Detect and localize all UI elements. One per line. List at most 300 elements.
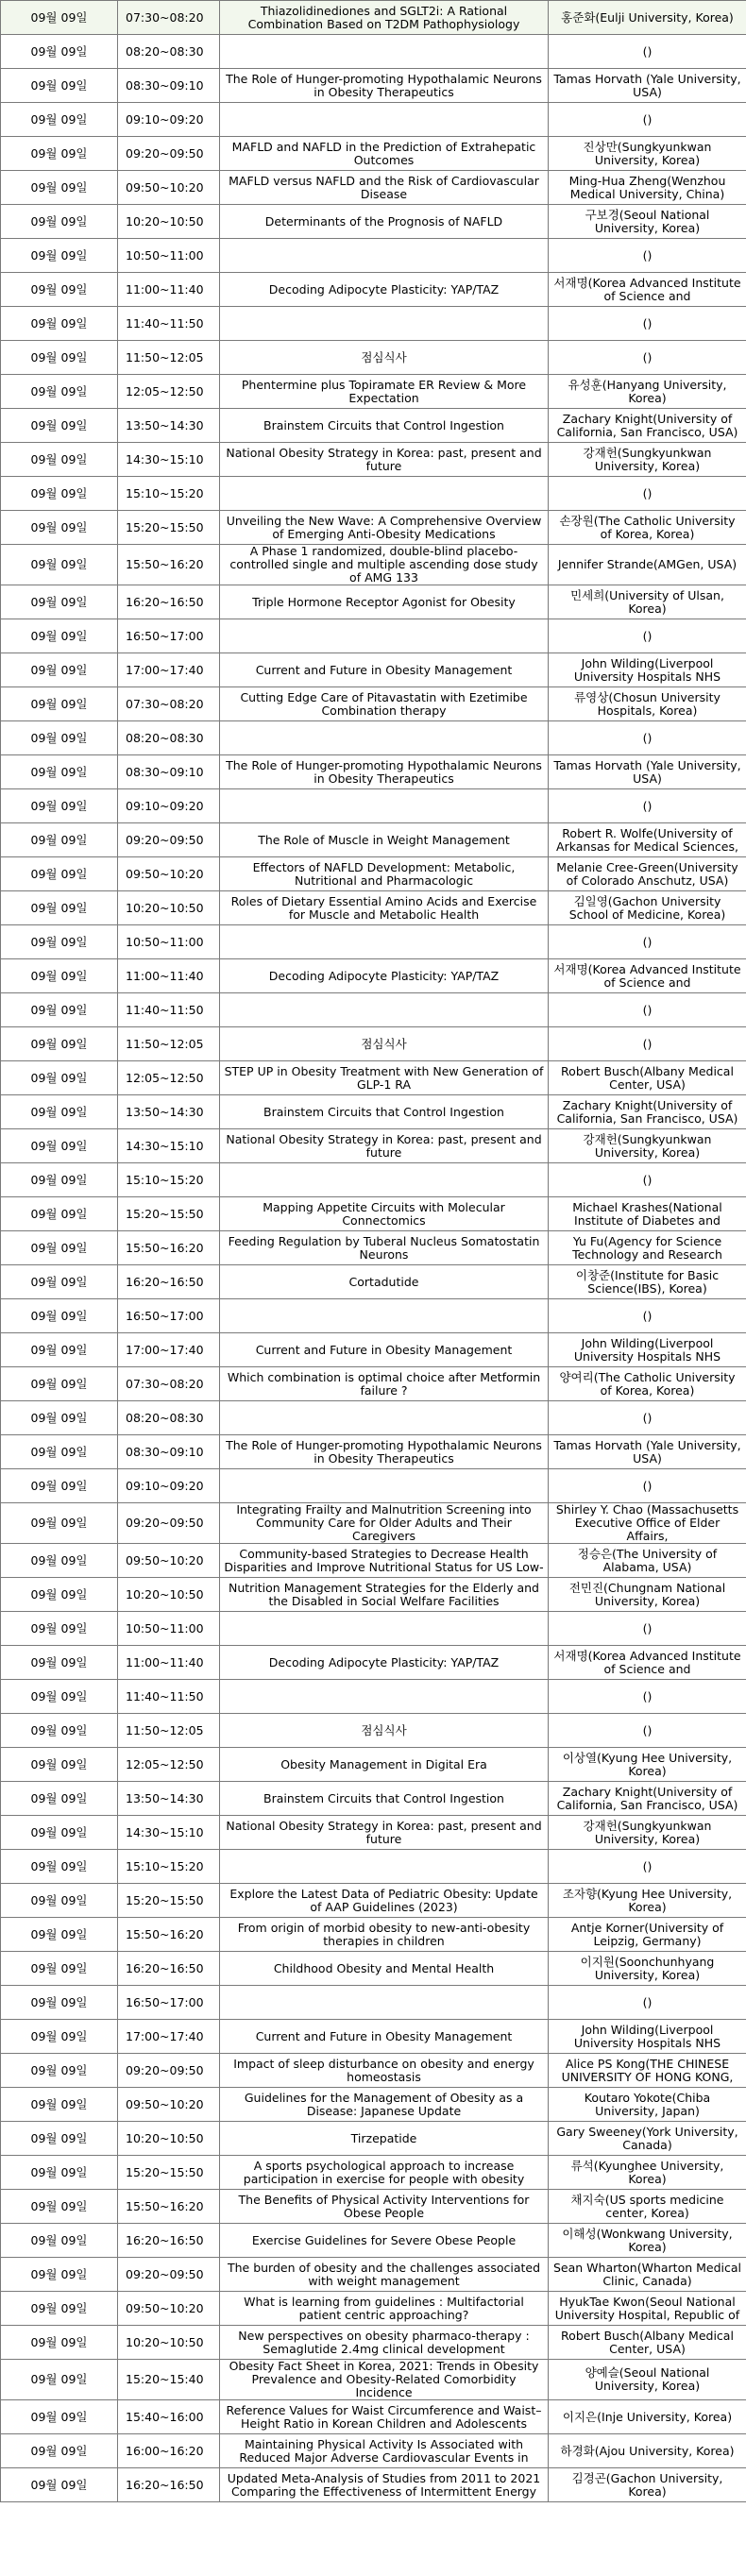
date-cell: 09월 09일: [1, 477, 118, 511]
title-cell: Nutrition Management Strategies for the Elderly and the Disabled in Social Welfare Facilities: [220, 1578, 549, 1612]
time-cell: 09:10~09:20: [118, 103, 220, 137]
time-cell: 13:50~14:30: [118, 1095, 220, 1129]
speaker-cell: (): [549, 103, 746, 137]
time-cell: 15:50~16:20: [118, 1231, 220, 1265]
title-cell: Roles of Dietary Essential Amino Acids and Exercise for Muscle and Metabolic Health: [220, 891, 549, 925]
title-cell: [220, 103, 549, 137]
title-cell: Obesity Management in Digital Era: [220, 1748, 549, 1782]
speaker-cell: (): [549, 1163, 746, 1197]
speaker-cell: (): [549, 993, 746, 1027]
title-cell: [220, 1680, 549, 1714]
date-cell: 09월 09일: [1, 2326, 118, 2360]
date-cell: 09월 09일: [1, 1850, 118, 1884]
title-cell: A sports psychological approach to increase participation in exercise for people with obesity: [220, 2156, 549, 2190]
table-row: [1, 69, 746, 103]
speaker-cell: 이지은(Inje University, Korea): [549, 2400, 746, 2434]
title-cell: Unveiling the New Wave: A Comprehensive Overview of Emerging Anti-Obesity Medications: [220, 511, 549, 545]
time-cell: 13:50~14:30: [118, 409, 220, 443]
table-row: [1, 1435, 746, 1469]
title-cell: Brainstem Circuits that Control Ingestion: [220, 1095, 549, 1129]
date-cell: 09월 09일: [1, 341, 118, 375]
speaker-cell: 이해성(Wonkwang University, Korea): [549, 2224, 746, 2258]
speaker-cell: (): [549, 35, 746, 69]
title-cell: Current and Future in Obesity Management: [220, 653, 549, 687]
title-cell: The Role of Hunger-promoting Hypothalamic Neurons in Obesity Therapeutics: [220, 69, 549, 103]
date-cell: 09월 09일: [1, 103, 118, 137]
table-row: [1, 35, 746, 69]
speaker-cell: 서재명(Korea Advanced Institute of Science and: [549, 959, 746, 993]
date-cell: 09월 09일: [1, 891, 118, 925]
table-row: [1, 1612, 746, 1646]
table-row: [1, 1401, 746, 1435]
table-row: [1, 585, 746, 619]
table-row: [1, 1231, 746, 1265]
title-cell: What is learning from guidelines : Multifactorial patient centric approaching?: [220, 2292, 549, 2326]
date-cell: 09월 09일: [1, 2292, 118, 2326]
table-row: [1, 409, 746, 443]
table-row: [1, 1952, 746, 1986]
time-cell: 11:00~11:40: [118, 959, 220, 993]
time-cell: 11:00~11:40: [118, 273, 220, 307]
title-cell: [220, 239, 549, 273]
table-row: [1, 2400, 746, 2434]
title-cell: National Obesity Strategy in Korea: past, present and future: [220, 443, 549, 477]
speaker-cell: 이상열(Kyung Hee University, Korea): [549, 1748, 746, 1782]
time-cell: 12:05~12:50: [118, 1061, 220, 1095]
speaker-cell: (): [549, 1401, 746, 1435]
date-cell: 09월 09일: [1, 1231, 118, 1265]
date-cell: 09월 09일: [1, 1680, 118, 1714]
table-row: [1, 443, 746, 477]
time-cell: 12:05~12:50: [118, 375, 220, 409]
table-row: [1, 545, 746, 585]
date-cell: 09월 09일: [1, 755, 118, 789]
title-cell: [220, 477, 549, 511]
speaker-cell: Tamas Horvath (Yale University, USA): [549, 755, 746, 789]
title-cell: Guidelines for the Management of Obesity as a Disease: Japanese Update: [220, 2088, 549, 2122]
time-cell: 09:20~09:50: [118, 823, 220, 857]
title-cell: [220, 1401, 549, 1435]
speaker-cell: Robert Busch(Albany Medical Center, USA): [549, 2326, 746, 2360]
table-row: [1, 2434, 746, 2468]
table-row: [1, 477, 746, 511]
date-cell: 09월 09일: [1, 2400, 118, 2434]
time-cell: 10:50~11:00: [118, 1612, 220, 1646]
time-cell: 08:20~08:30: [118, 1401, 220, 1435]
date-cell: 09월 09일: [1, 1918, 118, 1952]
table-row: [1, 1, 746, 35]
table-row: [1, 375, 746, 409]
title-cell: MAFLD and NAFLD in the Prediction of Extrahepatic Outcomes: [220, 137, 549, 171]
speaker-cell: John Wilding(Liverpool University Hospitals NHS: [549, 2020, 746, 2054]
date-cell: 09월 09일: [1, 2190, 118, 2224]
speaker-cell: (): [549, 1299, 746, 1333]
time-cell: 15:20~15:50: [118, 1884, 220, 1918]
time-cell: 09:50~10:20: [118, 1544, 220, 1578]
table-row: [1, 1333, 746, 1367]
date-cell: 09월 09일: [1, 2360, 118, 2400]
date-cell: 09월 09일: [1, 307, 118, 341]
table-row: [1, 1782, 746, 1816]
date-cell: 09월 09일: [1, 1714, 118, 1748]
title-cell: Brainstem Circuits that Control Ingestion: [220, 1782, 549, 1816]
time-cell: 15:20~15:40: [118, 2360, 220, 2400]
title-cell: Maintaining Physical Activity Is Associated with Reduced Major Adverse Cardiovascular Events in: [220, 2434, 549, 2468]
title-cell: 점심식사: [220, 1027, 549, 1061]
speaker-cell: 민세희(University of Ulsan, Korea): [549, 585, 746, 619]
date-cell: 09월 09일: [1, 205, 118, 239]
date-cell: 09월 09일: [1, 239, 118, 273]
date-cell: 09월 09일: [1, 1367, 118, 1401]
speaker-cell: (): [549, 1612, 746, 1646]
speaker-cell: (): [549, 1850, 746, 1884]
time-cell: 15:10~15:20: [118, 1163, 220, 1197]
speaker-cell: 김경곤(Gachon University, Korea): [549, 2468, 746, 2502]
title-cell: National Obesity Strategy in Korea: past, present and future: [220, 1816, 549, 1850]
title-cell: A Phase 1 randomized, double-blind placebo-controlled single and multiple ascending dose study of AMG 133: [220, 545, 549, 585]
title-cell: National Obesity Strategy in Korea: past, present and future: [220, 1129, 549, 1163]
speaker-cell: (): [549, 721, 746, 755]
speaker-cell: 이지원(Soonchunhyang University, Korea): [549, 1952, 746, 1986]
time-cell: 10:50~11:00: [118, 925, 220, 959]
title-cell: The Benefits of Physical Activity Interventions for Obese People: [220, 2190, 549, 2224]
title-cell: [220, 619, 549, 653]
time-cell: 15:20~15:50: [118, 2156, 220, 2190]
time-cell: 17:00~17:40: [118, 653, 220, 687]
title-cell: [220, 925, 549, 959]
speaker-cell: (): [549, 789, 746, 823]
title-cell: [220, 721, 549, 755]
time-cell: 08:20~08:30: [118, 721, 220, 755]
table-row: [1, 239, 746, 273]
speaker-cell: John Wilding(Liverpool University Hospitals NHS: [549, 1333, 746, 1367]
date-cell: 09월 09일: [1, 2088, 118, 2122]
time-cell: 14:30~15:10: [118, 1129, 220, 1163]
time-cell: 11:40~11:50: [118, 993, 220, 1027]
speaker-cell: 양예슬(Seoul National University, Korea): [549, 2360, 746, 2400]
time-cell: 16:50~17:00: [118, 1986, 220, 2020]
time-cell: 09:20~09:50: [118, 1503, 220, 1544]
table-row: [1, 721, 746, 755]
time-cell: 08:20~08:30: [118, 35, 220, 69]
time-cell: 09:10~09:20: [118, 789, 220, 823]
table-row: [1, 1986, 746, 2020]
title-cell: Mapping Appetite Circuits with Molecular Connectomics: [220, 1197, 549, 1231]
time-cell: 15:50~16:20: [118, 2190, 220, 2224]
speaker-cell: (): [549, 1680, 746, 1714]
table-row: [1, 2292, 746, 2326]
speaker-cell: 서재명(Korea Advanced Institute of Science and: [549, 273, 746, 307]
time-cell: 07:30~08:20: [118, 1, 220, 35]
speaker-cell: Robert R. Wolfe(University of Arkansas for Medical Sciences,: [549, 823, 746, 857]
speaker-cell: 채지숙(US sports medicine center, Korea): [549, 2190, 746, 2224]
title-cell: Brainstem Circuits that Control Ingestion: [220, 409, 549, 443]
time-cell: 16:50~17:00: [118, 619, 220, 653]
time-cell: 09:50~10:20: [118, 857, 220, 891]
table-row: [1, 1680, 746, 1714]
table-row: [1, 1578, 746, 1612]
table-row: [1, 1095, 746, 1129]
title-cell: Obesity Fact Sheet in Korea, 2021: Trends in Obesity Prevalence and Obesity-Related Comorbidity Incidence: [220, 2360, 549, 2400]
speaker-cell: Yu Fu(Agency for Science Technology and Research: [549, 1231, 746, 1265]
title-cell: [220, 1612, 549, 1646]
date-cell: 09월 09일: [1, 2258, 118, 2292]
date-cell: 09월 09일: [1, 1, 118, 35]
table-row: [1, 1646, 746, 1680]
date-cell: 09월 09일: [1, 443, 118, 477]
date-cell: 09월 09일: [1, 1265, 118, 1299]
table-row: [1, 619, 746, 653]
date-cell: 09월 09일: [1, 2224, 118, 2258]
time-cell: 07:30~08:20: [118, 1367, 220, 1401]
time-cell: 10:20~10:50: [118, 2122, 220, 2156]
speaker-cell: 전민진(Chungnam National University, Korea): [549, 1578, 746, 1612]
title-cell: [220, 993, 549, 1027]
table-row: [1, 1129, 746, 1163]
table-row: [1, 2088, 746, 2122]
speaker-cell: Alice PS Kong(THE CHINESE UNIVERSITY OF HONG KONG,: [549, 2054, 746, 2088]
time-cell: 09:50~10:20: [118, 171, 220, 205]
table-row: [1, 307, 746, 341]
speaker-cell: 류영상(Chosun University Hospitals, Korea): [549, 687, 746, 721]
speaker-cell: HyukTae Kwon(Seoul National University Hospital, Republic of: [549, 2292, 746, 2326]
table-row: [1, 1061, 746, 1095]
time-cell: 15:10~15:20: [118, 477, 220, 511]
date-cell: 09월 09일: [1, 1612, 118, 1646]
date-cell: 09월 09일: [1, 35, 118, 69]
time-cell: 16:20~16:50: [118, 2468, 220, 2502]
speaker-cell: 하경화(Ajou University, Korea): [549, 2434, 746, 2468]
time-cell: 16:50~17:00: [118, 1299, 220, 1333]
speaker-cell: 강재헌(Sungkyunkwan University, Korea): [549, 1816, 746, 1850]
table-row: [1, 891, 746, 925]
time-cell: 09:20~09:50: [118, 2054, 220, 2088]
speaker-cell: Sean Wharton(Wharton Medical Clinic, Canada): [549, 2258, 746, 2292]
speaker-cell: (): [549, 1027, 746, 1061]
date-cell: 09월 09일: [1, 2156, 118, 2190]
speaker-cell: Tamas Horvath (Yale University, USA): [549, 69, 746, 103]
table-row: [1, 687, 746, 721]
date-cell: 09월 09일: [1, 1986, 118, 2020]
time-cell: 15:50~16:20: [118, 1918, 220, 1952]
date-cell: 09월 09일: [1, 619, 118, 653]
speaker-cell: (): [549, 477, 746, 511]
title-cell: Integrating Frailty and Malnutrition Screening into Community Care for Older Adults and Their Caregivers: [220, 1503, 549, 1544]
time-cell: 13:50~14:30: [118, 1782, 220, 1816]
date-cell: 09월 09일: [1, 375, 118, 409]
title-cell: Decoding Adipocyte Plasticity: YAP/TAZ: [220, 1646, 549, 1680]
date-cell: 09월 09일: [1, 2468, 118, 2502]
title-cell: Feeding Regulation by Tuberal Nucleus Somatostatin Neurons: [220, 1231, 549, 1265]
speaker-cell: (): [549, 307, 746, 341]
title-cell: Current and Future in Obesity Management: [220, 2020, 549, 2054]
table-row: [1, 1544, 746, 1578]
speaker-cell: Jennifer Strande(AMGen, USA): [549, 545, 746, 585]
date-cell: 09월 09일: [1, 959, 118, 993]
time-cell: 07:30~08:20: [118, 687, 220, 721]
speaker-cell: Zachary Knight(University of California, San Francisco, USA): [549, 1782, 746, 1816]
speaker-cell: Ming-Hua Zheng(Wenzhou Medical University, China): [549, 171, 746, 205]
title-cell: [220, 789, 549, 823]
time-cell: 10:50~11:00: [118, 239, 220, 273]
time-cell: 11:00~11:40: [118, 1646, 220, 1680]
time-cell: 10:20~10:50: [118, 2326, 220, 2360]
date-cell: 09월 09일: [1, 1095, 118, 1129]
table-row: [1, 2020, 746, 2054]
table-row: [1, 1850, 746, 1884]
table-row: [1, 653, 746, 687]
time-cell: 09:50~10:20: [118, 2088, 220, 2122]
speaker-cell: 정승은(The University of Alabama, USA): [549, 1544, 746, 1578]
speaker-cell: 김일영(Gachon University School of Medicine, Korea): [549, 891, 746, 925]
date-cell: 09월 09일: [1, 925, 118, 959]
title-cell: Determinants of the Prognosis of NAFLD: [220, 205, 549, 239]
table-row: [1, 341, 746, 375]
time-cell: 15:10~15:20: [118, 1850, 220, 1884]
title-cell: Cortadutide: [220, 1265, 549, 1299]
title-cell: [220, 1163, 549, 1197]
speaker-cell: Antje Korner(University of Leipzig, Germany): [549, 1918, 746, 1952]
time-cell: 09:20~09:50: [118, 2258, 220, 2292]
table-row: [1, 137, 746, 171]
title-cell: Reference Values for Waist Circumference and Waist–Height Ratio in Korean Children and Adolescents: [220, 2400, 549, 2434]
date-cell: 09월 09일: [1, 137, 118, 171]
time-cell: 10:20~10:50: [118, 891, 220, 925]
date-cell: 09월 09일: [1, 1884, 118, 1918]
title-cell: Childhood Obesity and Mental Health: [220, 1952, 549, 1986]
speaker-cell: (): [549, 1469, 746, 1503]
speaker-cell: Koutaro Yokote(Chiba University, Japan): [549, 2088, 746, 2122]
speaker-cell: Melanie Cree-Green(University of Colorado Anschutz, USA): [549, 857, 746, 891]
table-row: [1, 2156, 746, 2190]
table-row: [1, 1918, 746, 1952]
speaker-cell: Michael Krashes(National Institute of Diabetes and: [549, 1197, 746, 1231]
time-cell: 10:20~10:50: [118, 205, 220, 239]
time-cell: 16:20~16:50: [118, 585, 220, 619]
table-row: [1, 171, 746, 205]
title-cell: Thiazolidinediones and SGLT2i: A Rational Combination Based on T2DM Pathophysiology: [220, 1, 549, 35]
title-cell: The burden of obesity and the challenges associated with weight management: [220, 2258, 549, 2292]
date-cell: 09월 09일: [1, 1782, 118, 1816]
title-cell: [220, 1299, 549, 1333]
date-cell: 09월 09일: [1, 1299, 118, 1333]
date-cell: 09월 09일: [1, 1646, 118, 1680]
date-cell: 09월 09일: [1, 585, 118, 619]
date-cell: 09월 09일: [1, 1401, 118, 1435]
title-cell: From origin of morbid obesity to new-anti-obesity therapies in children: [220, 1918, 549, 1952]
table-row: [1, 2190, 746, 2224]
time-cell: 17:00~17:40: [118, 2020, 220, 2054]
date-cell: 09월 09일: [1, 171, 118, 205]
table-row: [1, 959, 746, 993]
time-cell: 09:20~09:50: [118, 137, 220, 171]
speaker-cell: 손장원(The Catholic University of Korea, Korea): [549, 511, 746, 545]
date-cell: 09월 09일: [1, 1333, 118, 1367]
speaker-cell: 류석(Kyunghee University, Korea): [549, 2156, 746, 2190]
title-cell: The Role of Hunger-promoting Hypothalamic Neurons in Obesity Therapeutics: [220, 755, 549, 789]
title-cell: Cutting Edge Care of Pitavastatin with Ezetimibe Combination therapy: [220, 687, 549, 721]
speaker-cell: 진상만(Sungkyunkwan University, Korea): [549, 137, 746, 171]
title-cell: Explore the Latest Data of Pediatric Obesity: Update of AAP Guidelines (2023): [220, 1884, 549, 1918]
table-row: [1, 2360, 746, 2400]
date-cell: 09월 09일: [1, 993, 118, 1027]
speaker-cell: 조자향(Kyung Hee University, Korea): [549, 1884, 746, 1918]
time-cell: 08:30~09:10: [118, 755, 220, 789]
speaker-cell: John Wilding(Liverpool University Hospitals NHS: [549, 653, 746, 687]
speaker-cell: (): [549, 925, 746, 959]
speaker-cell: (): [549, 1986, 746, 2020]
time-cell: 16:00~16:20: [118, 2434, 220, 2468]
table-row: [1, 2054, 746, 2088]
table-row: [1, 1367, 746, 1401]
speaker-cell: (): [549, 1714, 746, 1748]
date-cell: 09월 09일: [1, 2020, 118, 2054]
title-cell: Community-based Strategies to Decrease Health Disparities and Improve Nutritional Status for US Low-: [220, 1544, 549, 1578]
date-cell: 09월 09일: [1, 1503, 118, 1544]
table-row: [1, 2326, 746, 2360]
time-cell: 11:40~11:50: [118, 307, 220, 341]
date-cell: 09월 09일: [1, 1578, 118, 1612]
time-cell: 09:50~10:20: [118, 2292, 220, 2326]
time-cell: 15:40~16:00: [118, 2400, 220, 2434]
title-cell: 점심식사: [220, 1714, 549, 1748]
time-cell: 08:30~09:10: [118, 69, 220, 103]
speaker-cell: (): [549, 341, 746, 375]
time-cell: 15:50~16:20: [118, 545, 220, 585]
speaker-cell: 강재헌(Sungkyunkwan University, Korea): [549, 443, 746, 477]
table-row: [1, 2468, 746, 2502]
date-cell: 09월 09일: [1, 69, 118, 103]
speaker-cell: 양여리(The Catholic University of Korea, Korea): [549, 1367, 746, 1401]
title-cell: Updated Meta-Analysis of Studies from 2011 to 2021 Comparing the Effectiveness of Intermittent Energy: [220, 2468, 549, 2502]
speaker-cell: Gary Sweeney(York University, Canada): [549, 2122, 746, 2156]
title-cell: [220, 1469, 549, 1503]
time-cell: 15:20~15:50: [118, 1197, 220, 1231]
table-row: [1, 1299, 746, 1333]
date-cell: 09월 09일: [1, 1952, 118, 1986]
date-cell: 09월 09일: [1, 687, 118, 721]
title-cell: MAFLD versus NAFLD and the Risk of Cardiovascular Disease: [220, 171, 549, 205]
speaker-cell: 이창준(Institute for Basic Science(IBS), Korea): [549, 1265, 746, 1299]
table-row: [1, 823, 746, 857]
speaker-cell: (): [549, 239, 746, 273]
speaker-cell: Zachary Knight(University of California, San Francisco, USA): [549, 1095, 746, 1129]
date-cell: 09월 09일: [1, 1129, 118, 1163]
date-cell: 09월 09일: [1, 2054, 118, 2088]
table-row: [1, 1265, 746, 1299]
time-cell: 10:20~10:50: [118, 1578, 220, 1612]
title-cell: [220, 1850, 549, 1884]
table-row: [1, 993, 746, 1027]
title-cell: The Role of Hunger-promoting Hypothalamic Neurons in Obesity Therapeutics: [220, 1435, 549, 1469]
date-cell: 09월 09일: [1, 2434, 118, 2468]
date-cell: 09월 09일: [1, 1163, 118, 1197]
table-row: [1, 2122, 746, 2156]
schedule-rows: [1, 1, 746, 2502]
table-row: [1, 1197, 746, 1231]
time-cell: 12:05~12:50: [118, 1748, 220, 1782]
table-row: [1, 857, 746, 891]
title-cell: Current and Future in Obesity Management: [220, 1333, 549, 1367]
date-cell: 09월 09일: [1, 857, 118, 891]
date-cell: 09월 09일: [1, 1748, 118, 1782]
title-cell: New perspectives on obesity pharmaco-therapy : Semaglutide 2.4mg clinical development: [220, 2326, 549, 2360]
title-cell: [220, 1986, 549, 2020]
time-cell: 11:50~12:05: [118, 341, 220, 375]
time-cell: 11:50~12:05: [118, 1714, 220, 1748]
date-cell: 09월 09일: [1, 273, 118, 307]
time-cell: 16:20~16:50: [118, 1952, 220, 1986]
